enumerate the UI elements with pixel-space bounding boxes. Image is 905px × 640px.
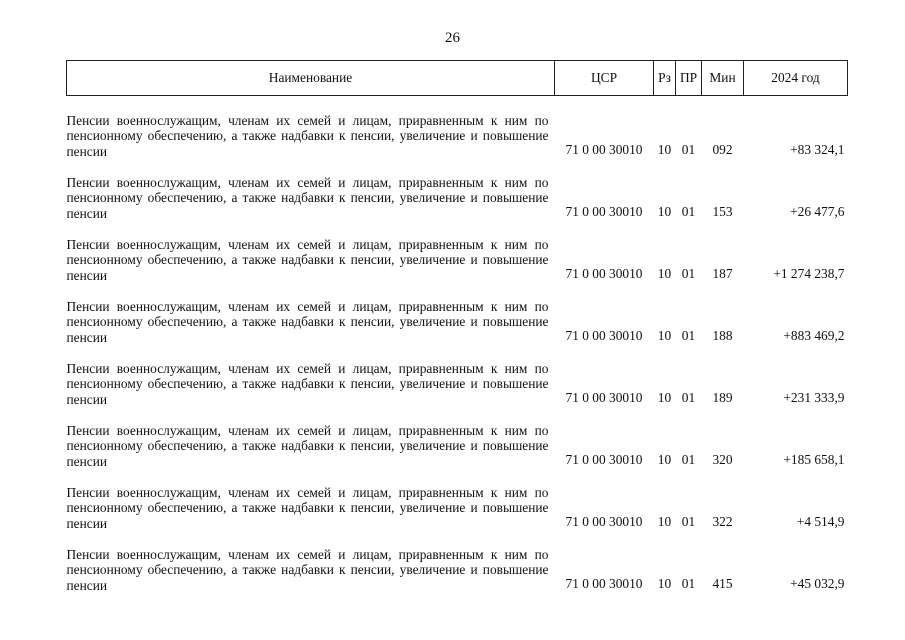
row-name: Пенсии военнослужащим, членам их семей и лицам, приравненным к ним по пенсионному обеспечению, а также надбавки к пенсии, увеличение и повышение пенсии bbox=[66, 236, 549, 283]
row-csr: 71 0 00 30010 bbox=[565, 204, 643, 219]
row-rz: 10 bbox=[657, 576, 672, 591]
row-pr: 01 bbox=[681, 328, 696, 343]
row-value: +883 469,2 bbox=[783, 328, 845, 343]
row-min: 415 bbox=[712, 576, 733, 591]
row-value: +231 333,9 bbox=[783, 390, 845, 405]
row-min: 092 bbox=[712, 142, 733, 157]
row-csr: 71 0 00 30010 bbox=[565, 142, 643, 157]
row-min: 189 bbox=[712, 390, 733, 405]
row-pr: 01 bbox=[681, 204, 696, 219]
header-name: Наименование bbox=[67, 61, 555, 96]
row-name: Пенсии военнослужащим, членам их семей и лицам, приравненным к ним по пенсионному обеспечению, а также надбавки к пенсии, увеличение и повышение пенсии bbox=[66, 484, 549, 531]
row-csr: 71 0 00 30010 bbox=[565, 390, 643, 405]
row-rz: 10 bbox=[657, 142, 672, 157]
row-pr: 01 bbox=[681, 390, 696, 405]
row-name: Пенсии военнослужащим, членам их семей и лицам, приравненным к ним по пенсионному обеспечению, а также надбавки к пенсии, увеличение и повышение пенсии bbox=[66, 422, 549, 469]
row-value: +45 032,9 bbox=[790, 576, 845, 591]
row-value: +185 658,1 bbox=[783, 452, 845, 467]
row-rz: 10 bbox=[657, 514, 672, 529]
row-name: Пенсии военнослужащим, членам их семей и лицам, приравненным к ним по пенсионному обеспечению, а также надбавки к пенсии, увеличение и повышение пенсии bbox=[66, 298, 549, 345]
row-min: 153 bbox=[712, 204, 733, 219]
table-body bbox=[67, 96, 848, 594]
row-min: 188 bbox=[712, 328, 733, 343]
row-rz: 10 bbox=[657, 266, 672, 281]
table-row bbox=[67, 531, 848, 593]
row-pr: 01 bbox=[681, 142, 696, 157]
row-name: Пенсии военнослужащим, членам их семей и лицам, приравненным к ним по пенсионному обеспечению, а также надбавки к пенсии, увеличение и повышение пенсии bbox=[66, 112, 549, 159]
row-name: Пенсии военнослужащим, членам их семей и лицам, приравненным к ним по пенсионному обеспечению, а также надбавки к пенсии, увеличение и повышение пенсии bbox=[66, 546, 549, 593]
row-name: Пенсии военнослужащим, членам их семей и лицам, приравненным к ним по пенсионному обеспечению, а также надбавки к пенсии, увеличение и повышение пенсии bbox=[66, 360, 549, 407]
page-number: 26 bbox=[445, 30, 460, 46]
row-csr: 71 0 00 30010 bbox=[565, 576, 643, 591]
row-value: +4 514,9 bbox=[796, 514, 845, 529]
header-min: Мин bbox=[702, 61, 744, 96]
row-pr: 01 bbox=[681, 576, 696, 591]
row-csr: 71 0 00 30010 bbox=[565, 452, 643, 467]
row-min: 320 bbox=[712, 452, 733, 467]
row-rz: 10 bbox=[657, 452, 672, 467]
row-rz: 10 bbox=[657, 328, 672, 343]
row-pr: 01 bbox=[681, 514, 696, 529]
header-year: 2024 год bbox=[744, 61, 848, 96]
header-pr: ПР bbox=[676, 61, 702, 96]
row-min: 322 bbox=[712, 514, 733, 529]
row-value: +1 274 238,7 bbox=[773, 266, 845, 281]
table-row bbox=[67, 407, 848, 469]
row-csr: 71 0 00 30010 bbox=[565, 328, 643, 343]
row-value: +83 324,1 bbox=[790, 142, 845, 157]
table-row bbox=[67, 283, 848, 345]
header-csr: ЦСР bbox=[555, 61, 654, 96]
header-rz: Рз bbox=[654, 61, 676, 96]
budget-table bbox=[66, 60, 848, 593]
row-rz: 10 bbox=[657, 390, 672, 405]
row-value: +26 477,6 bbox=[790, 204, 845, 219]
table-row bbox=[67, 345, 848, 407]
table-row bbox=[67, 469, 848, 531]
row-name: Пенсии военнослужащим, членам их семей и лицам, приравненным к ним по пенсионному обеспечению, а также надбавки к пенсии, увеличение и повышение пенсии bbox=[66, 174, 549, 221]
row-pr: 01 bbox=[681, 452, 696, 467]
row-rz: 10 bbox=[657, 204, 672, 219]
table-header bbox=[67, 61, 848, 96]
table-row bbox=[67, 96, 848, 160]
row-min: 187 bbox=[712, 266, 733, 281]
row-pr: 01 bbox=[681, 266, 696, 281]
row-csr: 71 0 00 30010 bbox=[565, 514, 643, 529]
table-row bbox=[67, 159, 848, 221]
table-row bbox=[67, 221, 848, 283]
row-csr: 71 0 00 30010 bbox=[565, 266, 643, 281]
